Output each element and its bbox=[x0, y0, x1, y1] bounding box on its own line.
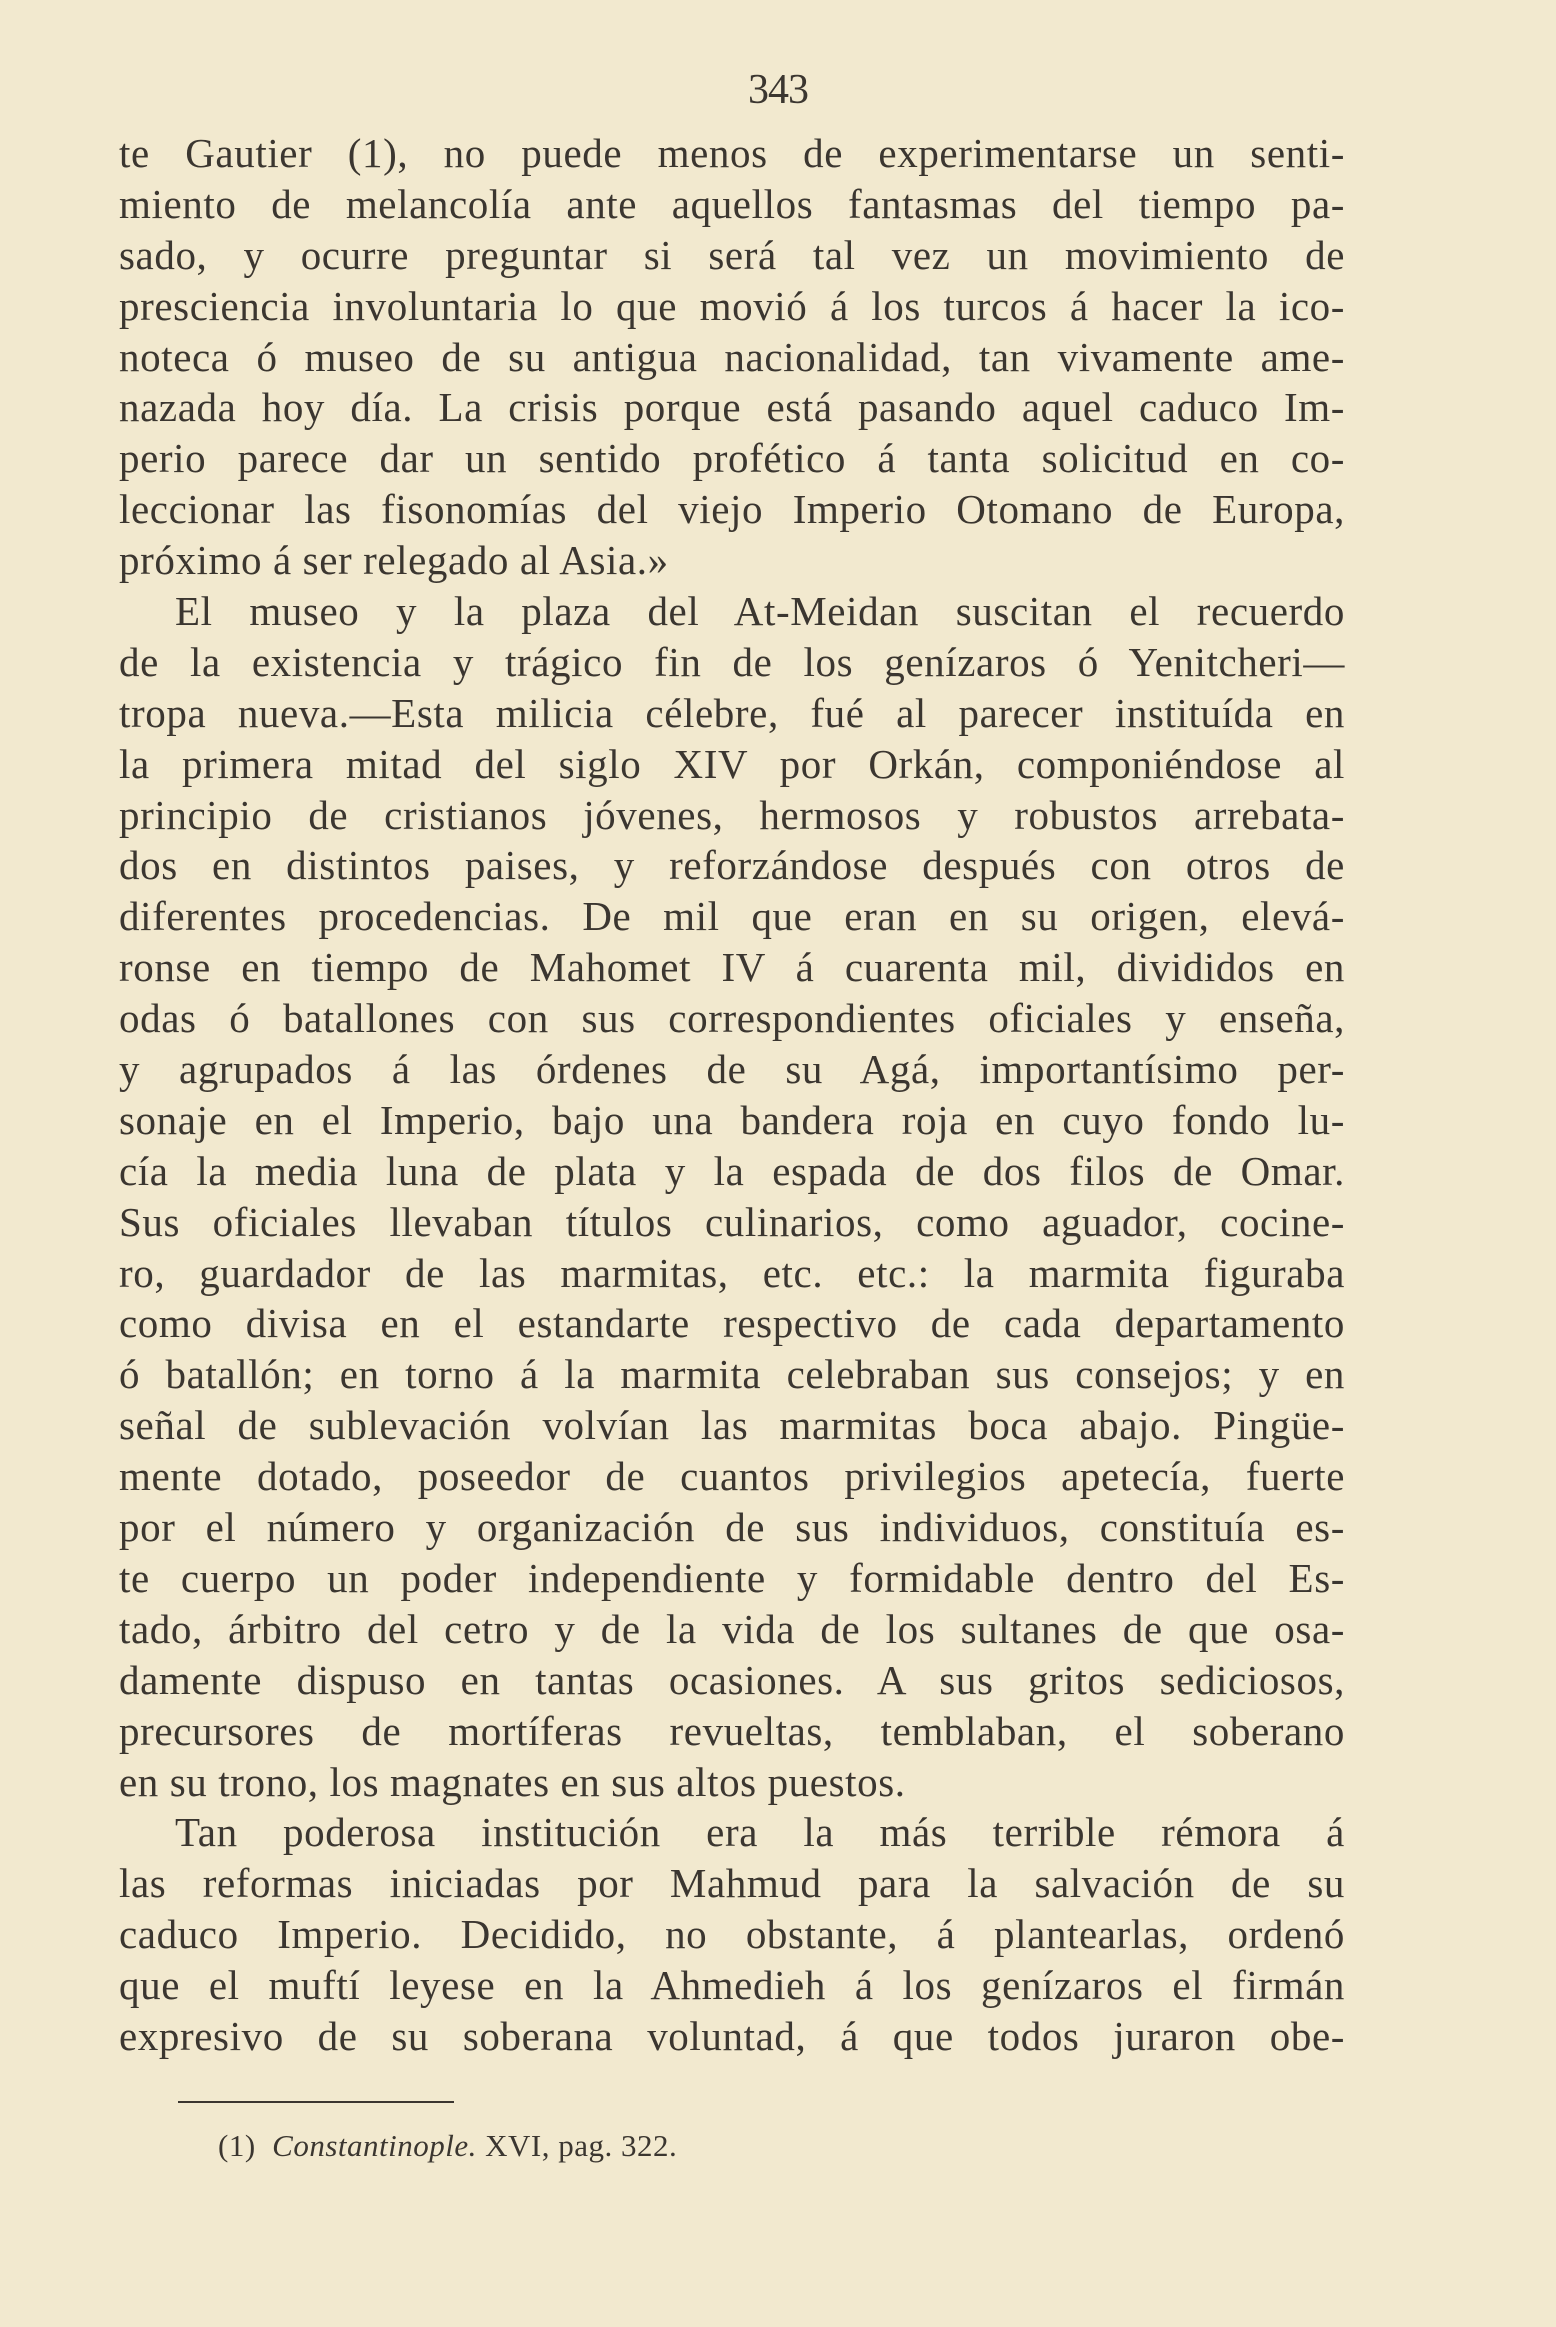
text-line: en su trono, los magnates en sus altos puestos. bbox=[119, 1758, 906, 1805]
text-line: nazada hoy día. La crisis porque está pasando aquel caduco Im- bbox=[119, 384, 1345, 431]
text-line: sado, y ocurre preguntar si será tal vez un movimiento de bbox=[119, 231, 1345, 278]
text-line: ro, guardador de las marmitas, etc. etc.: la marmita figuraba bbox=[119, 1249, 1345, 1296]
text-line: odas ó batallones con sus correspondientes oficiales y enseña, bbox=[119, 995, 1345, 1042]
footnote-reference: XVI, pag. 322. bbox=[485, 2128, 678, 2163]
text-line: leccionar las fisonomías del viejo Imperio Otomano de Europa, bbox=[119, 486, 1345, 533]
footnote-marker: (1) bbox=[218, 2128, 256, 2163]
text-line: te Gautier (1), no puede menos de experimentarse un senti- bbox=[119, 130, 1345, 176]
text-line: dos en distintos paises, y reforzándose después con otros de bbox=[119, 842, 1345, 889]
text-line: tropa nueva.—Esta milicia célebre, fué al parecer instituída en bbox=[119, 689, 1345, 736]
text-line: Tan poderosa institución era la más terrible rémora á bbox=[175, 1809, 1345, 1856]
text-line: ó batallón; en torno á la marmita celebraban sus consejos; y en bbox=[119, 1351, 1345, 1398]
text-line: damente dispuso en tantas ocasiones. A sus gritos sediciosos, bbox=[119, 1656, 1345, 1703]
text-line: expresivo de su soberana voluntad, á que todos juraron obe- bbox=[119, 2012, 1345, 2059]
footnote bbox=[218, 2128, 677, 2164]
footnote-divider bbox=[178, 2101, 454, 2103]
text-line: señal de sublevación volvían las marmitas boca abajo. Pingüe- bbox=[119, 1402, 1345, 1449]
text-line: diferentes procedencias. De mil que eran en su origen, elevá- bbox=[119, 893, 1345, 940]
footnote-title: Constantinople. bbox=[272, 2128, 477, 2163]
text-line: ronse en tiempo de Mahomet IV á cuarenta mil, divididos en bbox=[119, 944, 1345, 991]
text-line: principio de cristianos jóvenes, hermosos y robustos arrebata- bbox=[119, 791, 1345, 838]
text-line: próximo á ser relegado al Asia.» bbox=[119, 537, 669, 584]
body-text bbox=[119, 128, 1345, 2062]
text-line: presciencia involuntaria lo que movió á los turcos á hacer la ico- bbox=[119, 282, 1345, 329]
text-line: te cuerpo un poder independiente y formidable dentro del Es- bbox=[119, 1554, 1345, 1601]
text-line: cía la media luna de plata y la espada de dos filos de Omar. bbox=[119, 1147, 1345, 1194]
text-line: que el muftí leyese en la Ahmedieh á los genízaros el firmán bbox=[119, 1962, 1345, 2009]
text-line: El museo y la plaza del At-Meidan suscitan el recuerdo bbox=[175, 588, 1345, 635]
text-line: tado, árbitro del cetro y de la vida de los sultanes de que osa- bbox=[119, 1605, 1345, 1652]
text-line: mente dotado, poseedor de cuantos privilegios apetecía, fuerte bbox=[119, 1453, 1345, 1500]
text-line: precursores de mortíferas revueltas, temblaban, el soberano bbox=[119, 1707, 1345, 1754]
text-line: por el número y organización de sus individuos, constituía es- bbox=[119, 1504, 1345, 1551]
text-line: sonaje en el Imperio, bajo una bandera roja en cuyo fondo lu- bbox=[119, 1096, 1345, 1143]
text-line: y agrupados á las órdenes de su Agá, importantísimo per- bbox=[119, 1046, 1345, 1093]
text-line: las reformas iniciadas por Mahmud para la salvación de su bbox=[119, 1860, 1345, 1907]
text-line: como divisa en el estandarte respectivo de cada departamento bbox=[119, 1300, 1345, 1347]
text-line: noteca ó museo de su antigua nacionalidad, tan vivamente ame- bbox=[119, 333, 1345, 380]
page-number: 343 bbox=[748, 67, 808, 113]
text-line: perio parece dar un sentido profético á tanta solicitud en co- bbox=[119, 435, 1345, 482]
text-line: caduco Imperio. Decidido, no obstante, á plantearlas, ordenó bbox=[119, 1911, 1345, 1958]
text-line: la primera mitad del siglo XIV por Orkán, componiéndose al bbox=[119, 740, 1345, 787]
text-line: Sus oficiales llevaban títulos culinarios, como aguador, cocine- bbox=[119, 1198, 1345, 1245]
text-line: de la existencia y trágico fin de los genízaros ó Yenitcheri— bbox=[119, 638, 1345, 685]
text-line: miento de melancolía ante aquellos fantasmas del tiempo pa- bbox=[119, 180, 1345, 227]
